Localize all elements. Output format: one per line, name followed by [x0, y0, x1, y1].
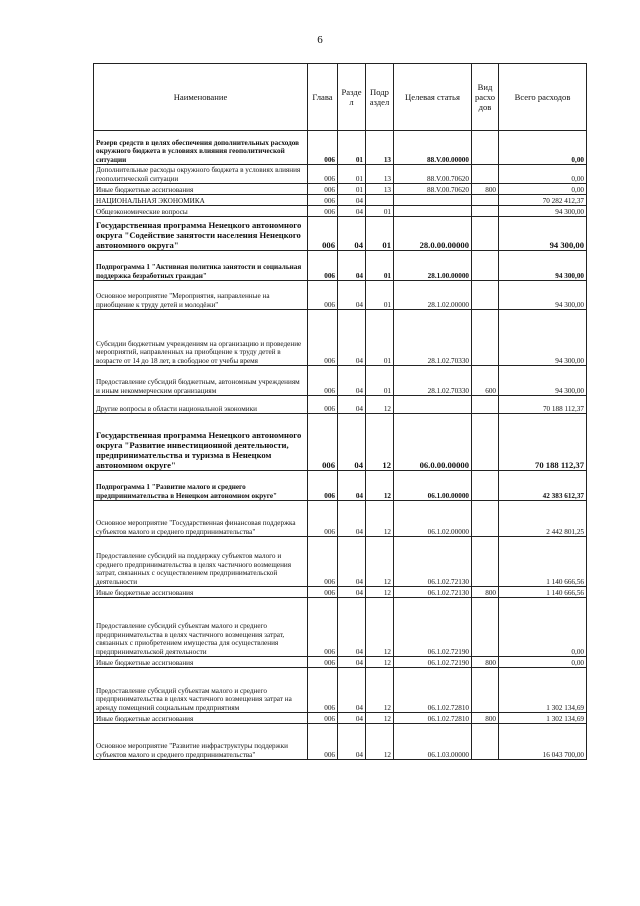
cell-chapter: 006	[308, 281, 338, 310]
cell-total: 70 188 112,37	[499, 396, 587, 414]
header-subsection: Подр аздел	[366, 64, 394, 131]
table-row	[94, 713, 587, 724]
cell-chapter: 006	[308, 165, 338, 184]
cell-type: 800	[472, 587, 499, 598]
table-row	[94, 206, 587, 217]
cell-subsection: 12	[366, 587, 394, 598]
cell-section: 04	[338, 195, 366, 206]
cell-section: 04	[338, 668, 366, 713]
cell-chapter: 006	[308, 396, 338, 414]
cell-chapter: 006	[308, 414, 338, 471]
cell-subsection: 01	[366, 206, 394, 217]
cell-total: 94 300,00	[499, 217, 587, 251]
cell-type: 600	[472, 366, 499, 396]
cell-target	[394, 396, 472, 414]
cell-total: 70 282 412,37	[499, 195, 587, 206]
table-row	[94, 471, 587, 501]
table-row	[94, 165, 587, 184]
cell-name: Государственная программа Ненецкого автономного округа "Содействие занятости населения Ненецкого автономного округа"	[94, 217, 308, 251]
cell-target: 28.1.02.70330	[394, 366, 472, 396]
cell-target: 28.0.00.00000	[394, 217, 472, 251]
cell-total: 94 300,00	[499, 251, 587, 281]
cell-total: 0,00	[499, 184, 587, 195]
cell-section: 04	[338, 217, 366, 251]
cell-chapter: 006	[308, 713, 338, 724]
cell-name: Другие вопросы в области национальной экономики	[94, 396, 308, 414]
cell-subsection: 12	[366, 668, 394, 713]
cell-name: Предоставление субсидий на поддержку субъектов малого и среднего предпринимательства в целях частичного возмещения затрат, связанных с осуществлением предпринимательской деятельности	[94, 537, 308, 587]
cell-type	[472, 537, 499, 587]
cell-name: Дополнительные расходы окружного бюджета в условиях влияния геополитической ситуации	[94, 165, 308, 184]
cell-chapter: 006	[308, 598, 338, 657]
cell-total: 0,00	[499, 131, 587, 165]
table-row	[94, 195, 587, 206]
cell-subsection: 13	[366, 184, 394, 195]
cell-target: 06.1.02.72810	[394, 713, 472, 724]
cell-target: 06.1.03.00000	[394, 724, 472, 760]
cell-chapter: 006	[308, 217, 338, 251]
cell-section: 04	[338, 310, 366, 366]
cell-subsection: 12	[366, 396, 394, 414]
cell-target: 06.1.02.72190	[394, 598, 472, 657]
cell-name: Субсидии бюджетным учреждениям на организацию и проведение мероприятий, направленных на приобщение к труду детей в возрасте от 14 до 18 лет, в свободное от учебы время	[94, 310, 308, 366]
cell-total: 2 442 801,25	[499, 501, 587, 537]
table-row	[94, 537, 587, 587]
cell-total: 0,00	[499, 657, 587, 668]
table-row	[94, 131, 587, 165]
cell-chapter: 006	[308, 184, 338, 195]
cell-chapter: 006	[308, 251, 338, 281]
cell-chapter: 006	[308, 131, 338, 165]
cell-section: 04	[338, 471, 366, 501]
cell-chapter: 006	[308, 366, 338, 396]
cell-subsection: 12	[366, 598, 394, 657]
cell-type: 800	[472, 184, 499, 195]
cell-name: Предоставление субсидий субъектам малого и среднего предпринимательства в целях частичного возмещения затрат, связанных с приобретением имущества для осуществления предпринимательской деятельности	[94, 598, 308, 657]
table-row	[94, 217, 587, 251]
cell-chapter: 006	[308, 310, 338, 366]
cell-total: 94 300,00	[499, 310, 587, 366]
cell-total: 16 043 700,00	[499, 724, 587, 760]
cell-type	[472, 251, 499, 281]
cell-name: Общеэкономические вопросы	[94, 206, 308, 217]
cell-total: 1 302 134,69	[499, 713, 587, 724]
cell-name: Иные бюджетные ассигнования	[94, 713, 308, 724]
header-chapter: Глава	[308, 64, 338, 131]
cell-section: 04	[338, 366, 366, 396]
cell-total: 94 300,00	[499, 281, 587, 310]
cell-subsection: 01	[366, 251, 394, 281]
cell-target: 06.1.02.00000	[394, 501, 472, 537]
header-row	[94, 64, 587, 131]
table-row	[94, 251, 587, 281]
header-total: Всего расходов	[499, 64, 587, 131]
cell-subsection: 01	[366, 310, 394, 366]
cell-subsection: 01	[366, 217, 394, 251]
cell-target: 88.V.00.70620	[394, 184, 472, 195]
cell-total: 1 140 666,56	[499, 537, 587, 587]
cell-chapter: 006	[308, 195, 338, 206]
cell-type	[472, 471, 499, 501]
cell-total: 0,00	[499, 598, 587, 657]
cell-chapter: 006	[308, 587, 338, 598]
cell-subsection: 13	[366, 131, 394, 165]
cell-target: 06.1.00.00000	[394, 471, 472, 501]
cell-name: Государственная программа Ненецкого автономного округа "Развитие инвестиционной деятельности, предпринимательства и туризма в Ненецком автономном округе"	[94, 414, 308, 471]
cell-total: 1 302 134,69	[499, 668, 587, 713]
table-row	[94, 657, 587, 668]
cell-total: 94 300,00	[499, 366, 587, 396]
cell-subsection: 12	[366, 537, 394, 587]
table-row	[94, 668, 587, 713]
cell-name: Иные бюджетные ассигнования	[94, 657, 308, 668]
cell-target: 06.1.02.72130	[394, 537, 472, 587]
cell-target: 06.0.00.00000	[394, 414, 472, 471]
cell-section: 04	[338, 598, 366, 657]
cell-chapter: 006	[308, 657, 338, 668]
cell-subsection: 12	[366, 414, 394, 471]
cell-type: 800	[472, 657, 499, 668]
cell-type	[472, 414, 499, 471]
table-row	[94, 724, 587, 760]
cell-target: 06.1.02.72810	[394, 668, 472, 713]
cell-type	[472, 165, 499, 184]
table-row	[94, 396, 587, 414]
table-row	[94, 184, 587, 195]
cell-name: НАЦИОНАЛЬНАЯ ЭКОНОМИКА	[94, 195, 308, 206]
cell-target: 28.1.02.70330	[394, 310, 472, 366]
cell-name: Предоставление субсидий бюджетным, автономным учреждениям и иным некоммерческим организациям	[94, 366, 308, 396]
cell-name: Иные бюджетные ассигнования	[94, 587, 308, 598]
cell-subsection: 12	[366, 501, 394, 537]
header-section: Разде л	[338, 64, 366, 131]
cell-section: 04	[338, 281, 366, 310]
cell-chapter: 006	[308, 537, 338, 587]
cell-chapter: 006	[308, 471, 338, 501]
table-row	[94, 587, 587, 598]
table-row	[94, 310, 587, 366]
cell-type	[472, 724, 499, 760]
cell-total: 70 188 112,37	[499, 414, 587, 471]
cell-target: 06.1.02.72130	[394, 587, 472, 598]
cell-total: 42 383 612,37	[499, 471, 587, 501]
cell-name: Подпрограмма 1 "Развитие малого и среднего предпринимательства в Ненецком автономном округе"	[94, 471, 308, 501]
cell-subsection: 12	[366, 724, 394, 760]
table-row	[94, 281, 587, 310]
cell-subsection: 12	[366, 471, 394, 501]
cell-subsection: 13	[366, 165, 394, 184]
cell-target: 28.1.02.00000	[394, 281, 472, 310]
cell-subsection	[366, 195, 394, 206]
page-number: 6	[317, 34, 323, 46]
cell-section: 04	[338, 537, 366, 587]
cell-section: 04	[338, 396, 366, 414]
cell-type	[472, 195, 499, 206]
cell-type	[472, 310, 499, 366]
cell-total: 1 140 666,56	[499, 587, 587, 598]
budget-table	[93, 63, 587, 760]
cell-target: 88.V.00.00000	[394, 131, 472, 165]
table-row	[94, 366, 587, 396]
cell-type	[472, 131, 499, 165]
cell-type	[472, 281, 499, 310]
header-type: Вид расхо дов	[472, 64, 499, 131]
cell-type	[472, 668, 499, 713]
cell-section: 04	[338, 501, 366, 537]
header-name: Наименование	[94, 64, 308, 131]
cell-name: Подпрограмма 1 "Активная политика занятости и социальная поддержка безработных граждан"	[94, 251, 308, 281]
cell-subsection: 01	[366, 281, 394, 310]
cell-section: 04	[338, 724, 366, 760]
cell-subsection: 12	[366, 713, 394, 724]
cell-total: 0,00	[499, 165, 587, 184]
cell-subsection: 12	[366, 657, 394, 668]
cell-type	[472, 396, 499, 414]
cell-name: Иные бюджетные ассигнования	[94, 184, 308, 195]
cell-section: 04	[338, 587, 366, 598]
cell-chapter: 006	[308, 724, 338, 760]
cell-section: 04	[338, 414, 366, 471]
cell-target: 28.1.00.00000	[394, 251, 472, 281]
table-row	[94, 598, 587, 657]
cell-section: 01	[338, 131, 366, 165]
cell-chapter: 006	[308, 206, 338, 217]
cell-section: 01	[338, 165, 366, 184]
cell-chapter: 006	[308, 501, 338, 537]
cell-type	[472, 501, 499, 537]
cell-type	[472, 217, 499, 251]
table-row	[94, 501, 587, 537]
cell-name: Резерв средств в целях обеспечения дополнительных расходов окружного бюджета в условиях влияния геополитической ситуации	[94, 131, 308, 165]
table-row	[94, 414, 587, 471]
cell-target	[394, 195, 472, 206]
cell-target: 88.V.00.70620	[394, 165, 472, 184]
cell-section: 04	[338, 206, 366, 217]
cell-type: 800	[472, 713, 499, 724]
cell-type	[472, 598, 499, 657]
cell-name: Предоставление субсидий субъектам малого и среднего предпринимательства в целях частичного возмещения затрат на аренду помещений социальным предприятиям	[94, 668, 308, 713]
cell-name: Основное мероприятие "Государственная финансовая поддержка субъектов малого и среднего предпринимательства"	[94, 501, 308, 537]
cell-chapter: 006	[308, 668, 338, 713]
cell-section: 01	[338, 184, 366, 195]
cell-target	[394, 206, 472, 217]
cell-name: Основное мероприятие "Мероприятия, направленные на приобщение к труду детей и молодёжи"	[94, 281, 308, 310]
cell-section: 04	[338, 251, 366, 281]
header-target: Целевая статья	[394, 64, 472, 131]
cell-section: 04	[338, 657, 366, 668]
cell-subsection: 01	[366, 366, 394, 396]
cell-name: Основное мероприятие "Развитие инфраструктуры поддержки субъектов малого и среднего предпринимательства"	[94, 724, 308, 760]
cell-target: 06.1.02.72190	[394, 657, 472, 668]
cell-type	[472, 206, 499, 217]
cell-section: 04	[338, 713, 366, 724]
cell-total: 94 300,00	[499, 206, 587, 217]
